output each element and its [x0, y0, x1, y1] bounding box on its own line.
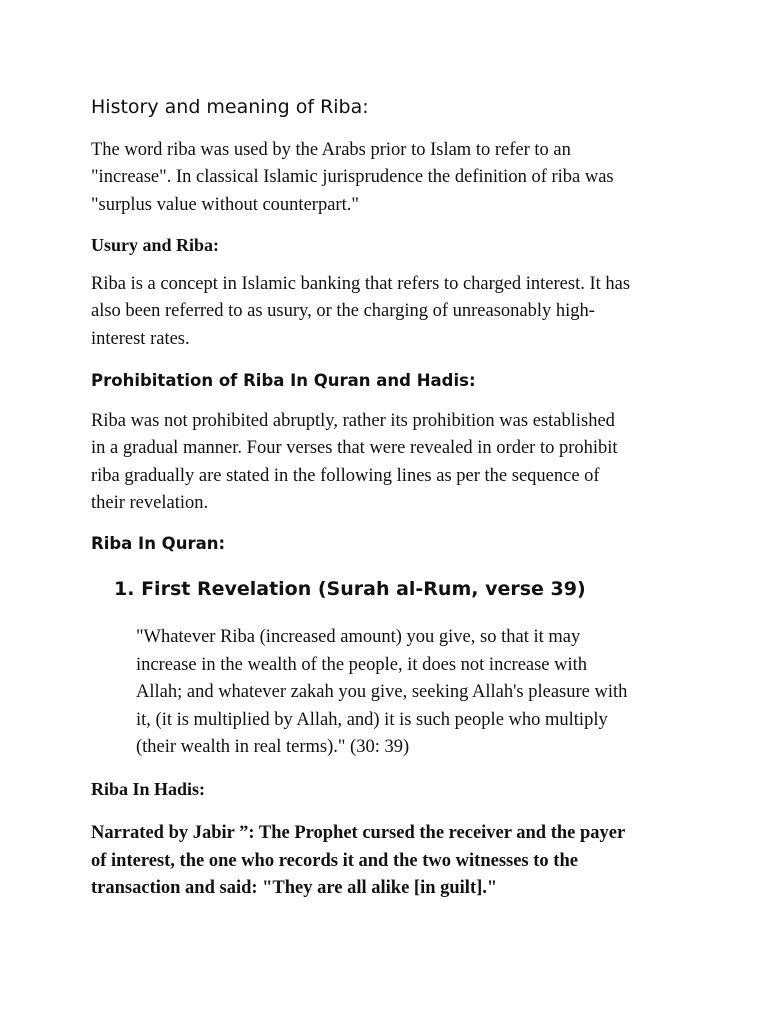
usury-line: also been referred to as usury, or the charging of unreasonably high- [91, 301, 595, 322]
narration-line: Narrated by Jabir ”: The Prophet cursed the receiver and the payer [91, 823, 626, 843]
narration-line: of interest, the one who records it and the two witnesses to the [91, 850, 578, 871]
list-number: 1. [114, 578, 135, 600]
revelation-title: First Revelation (Surah al-Rum, verse 39) [141, 578, 586, 600]
intro-line: "increase". In classical Islamic jurisprudence the definition of riba was [91, 167, 614, 188]
revelation-list-item [114, 575, 586, 603]
prohibition-line: in a gradual manner. Four verses that were revealed in order to prohibit [91, 438, 618, 459]
quote-line: Allah; and whatever zakah you give, seeking Allah's pleasure with [136, 682, 628, 702]
prohibition-heading: Prohibitation of Riba In Quran and Hadis: [91, 371, 476, 390]
quote-line: (their wealth in real terms)." (30: 39) [136, 737, 410, 757]
usury-line: interest rates. [91, 328, 190, 349]
usury-paragraph [91, 271, 691, 353]
quran-heading: Riba In Quran: [91, 534, 226, 553]
intro-line: The word riba was used by the Arabs prior to Islam to refer to an [91, 140, 571, 160]
prohibition-line: riba gradually are stated in the following lines as per the sequence of [91, 465, 600, 486]
page-title: History and meaning of Riba: [91, 96, 369, 118]
prohibition-line: Riba was not prohibited abruptly, rather its prohibition was established [91, 411, 615, 431]
usury-line: Riba is a concept in Islamic banking that refers to charged interest. It has [91, 274, 631, 294]
quote-line: increase in the wealth of the people, it does not increase with [136, 654, 588, 675]
quran-quote [136, 624, 686, 762]
quote-line: "Whatever Riba (increased amount) you give, so that it may [136, 627, 581, 647]
hadis-narration [91, 820, 691, 903]
prohibition-paragraph [91, 408, 691, 517]
narration-line: transaction and said: "They are all alike [in guilt]." [91, 878, 498, 898]
quote-line: it, (it is multiplied by Allah, and) it is such people who multiply [136, 709, 608, 730]
intro-paragraph [91, 137, 691, 219]
intro-line: "surplus value without counterpart." [91, 194, 359, 215]
usury-heading: Usury and Riba: [91, 235, 220, 255]
prohibition-line: their revelation. [91, 492, 209, 513]
hadis-heading: Riba In Hadis: [91, 779, 206, 799]
